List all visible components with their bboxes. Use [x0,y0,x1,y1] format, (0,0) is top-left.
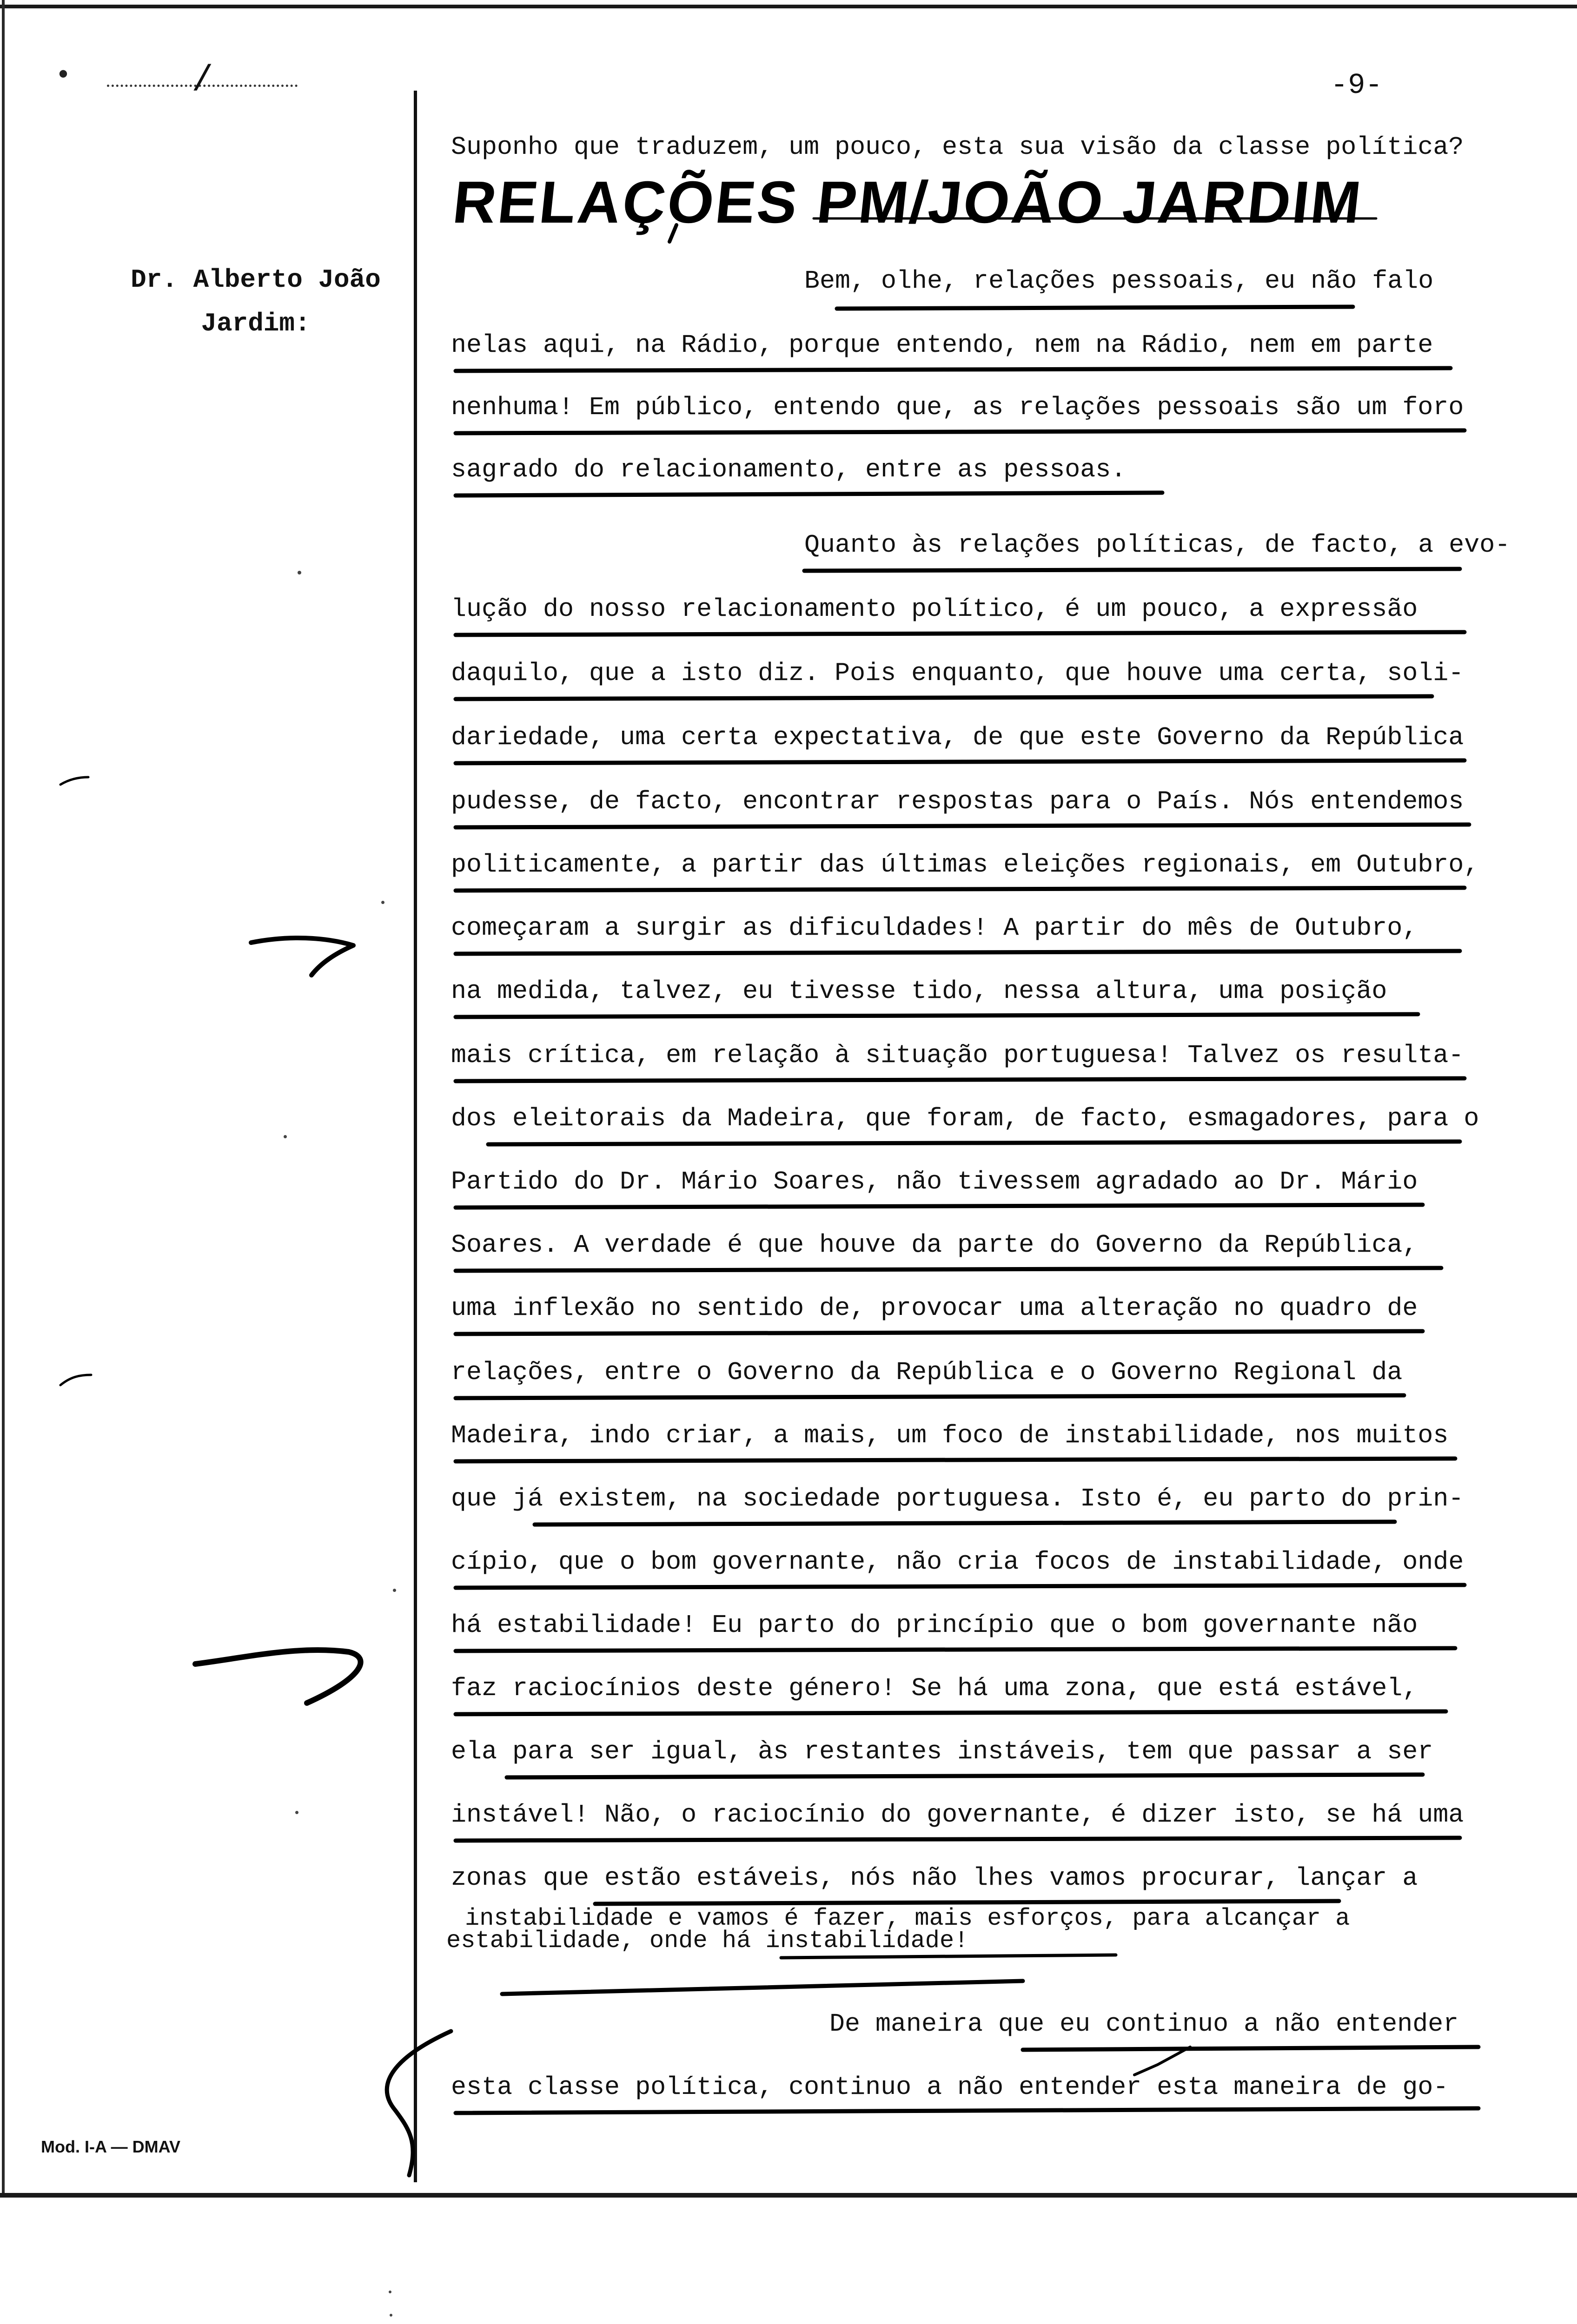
paper-speck [284,1135,287,1138]
text-line: pudesse, de facto, encontrar respostas para o País. Nós entendemos [451,787,1464,816]
margin-tick [60,777,88,785]
paper-speck [390,2314,392,2317]
text-line: na medida, talvez, eu tivesse tido, nessa altura, uma posição [451,977,1387,1006]
paper-speck [295,1811,298,1814]
text-line: ela para ser igual, às restantes instáveis, tem que passar a ser [451,1737,1433,1766]
paper-speck [393,1589,396,1592]
margin-bracket [387,2031,451,2175]
underline [456,1711,1446,1714]
page-bottom-edge [0,2193,1577,2198]
page-number: -9- [1331,69,1383,102]
handwritten-heading: RELAÇÕES PM/JOÃO JARDIM [450,169,1366,236]
underline [456,1078,1464,1081]
underline [456,493,1162,495]
underline [456,696,1432,699]
underline [456,430,1464,433]
underline [837,307,1353,309]
inserted-text-line: instabilidade e vamos é fazer, mais esforços, para alcançar a [465,1905,1350,1932]
text-line: dos eleitorais da Madeira, que foram, de facto, esmagadores, para o [451,1104,1479,1133]
text-line: faz raciocínios deste género! Se há uma zona, que está estável, [451,1674,1418,1703]
underline [456,1205,1423,1208]
text-line: esta classe política, continuo a não entender esta maneira de go- [451,2073,1449,2102]
text-line: zonas que estão estáveis, nós não lhes vamos procurar, lançar a [451,1863,1418,1893]
text-line: sagrado do relacionamento, entre as pessoas. [451,455,1126,484]
margin-dot-mark: • [55,60,72,92]
underline [456,368,1451,371]
text-line: De maneira que eu continuo a não entender [829,2009,1459,2039]
text-line: nelas aqui, na Rádio, porque entendo, nem na Rádio, nem em parte [451,330,1433,360]
text-line: instável! Não, o raciocínio do governante, é dizer isto, se há uma [451,1800,1464,1829]
underline [507,1775,1423,1777]
text-line: daquilo, que a isto diz. Pois enquanto, que houve uma certa, soli- [451,659,1464,688]
underline [456,825,1469,827]
text-line: Suponho que traduzem, um pouco, esta sua visão da classe política? [451,132,1464,162]
text-line: Partido do Dr. Mário Soares, não tivessem agradado ao Dr. Mário [451,1167,1418,1196]
text-line: politicamente, a partir das últimas eleições regionais, em Outubro, [451,850,1479,879]
underline [456,632,1464,635]
text-line: relações, entre o Governo da República e o Governo Regional da [451,1358,1403,1387]
text-line: Madeira, indo criar, a mais, um foco de instabilidade, nos muitos [451,1421,1449,1450]
text-line: Quanto às relações políticas, de facto, a evo- [804,530,1511,560]
underline [488,1142,1460,1144]
text-line: que já existem, na sociedade portuguesa. Isto é, eu parto do prin- [451,1484,1464,1513]
text-line: lução do nosso relacionamento político, é um pouco, a expressão [451,594,1418,624]
underline [502,1981,1023,1994]
paper-speck [298,571,301,574]
underline [456,1648,1455,1651]
underline [804,569,1460,571]
underline [456,1838,1460,1841]
underline [456,1268,1441,1271]
text-line: Soares. A verdade é que houve da parte do Governo da República, [451,1230,1418,1260]
underline [595,1901,1339,1904]
underline [456,1459,1455,1461]
underline [456,1585,1464,1588]
inserted-text-line: estabilidade, onde há instabilidade! [446,1927,969,1954]
text-line: uma inflexão no sentido de, provocar uma alteração no quadro de [451,1294,1418,1323]
underline [781,1955,1116,1958]
underline [456,951,1460,954]
paper-speck [389,2291,391,2293]
underline [456,1014,1418,1017]
text-line: há estabilidade! Eu parto do princípio que o bom governante não [451,1611,1418,1640]
blank-lower-area [0,2198,1577,2324]
underline [1023,2047,1478,2050]
underline [456,760,1464,763]
underline [456,1395,1404,1398]
form-code: Mod. I-A — DMAV [41,2137,180,2156]
text-line: começaram a surgir as dificuldades! A partir do mês de Outubro, [451,913,1418,943]
underline [456,888,1464,891]
underline [535,1522,1395,1525]
comma-mark [669,225,676,242]
speaker-surname: Jardim: [201,309,311,338]
text-line: Bem, olhe, relações pessoais, eu não falo [804,266,1434,296]
text-line: cípio, que o bom governante, não cria focos de instabilidade, onde [451,1547,1464,1577]
insertion-mark [1134,2047,1190,2075]
margin-tick [60,1375,91,1385]
text-line: dariedade, uma certa expectativa, de que este Governo da República [451,723,1464,752]
text-line: mais crítica, em relação à situação portuguesa! Talvez os resulta- [451,1041,1464,1070]
text-line: nenhuma! Em público, entendo que, as relações pessoais são um foro [451,393,1464,422]
speaker-name: Dr. Alberto João [131,265,381,295]
underline [456,1331,1423,1334]
paper-speck [381,901,384,904]
underline [456,2108,1478,2113]
header-slash-mark: / [192,60,213,101]
arrow-mark-upper [251,938,353,975]
arrow-mark-lower [195,1650,361,1703]
